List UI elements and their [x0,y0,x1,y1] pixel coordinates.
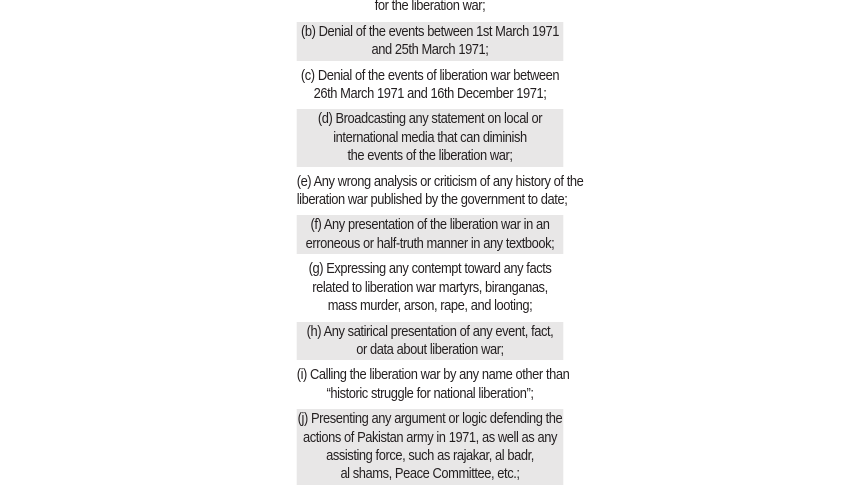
clause-line: (g) Expressing any contempt toward any facts [308,260,552,278]
clause-line: mass murder, arson, rape, and looting; [327,297,533,315]
clause-b [297,22,564,61]
clause-g [297,259,564,316]
clause-line: 26th March 1971 and 16th December 1971; [313,85,547,103]
clause-line: for the liberation war; [374,0,486,15]
clause-c [297,66,564,105]
clause-line: international media that can diminish [333,128,527,146]
clause-line: (j) Presenting any argument or logic defending the [297,410,563,428]
clause-h [297,322,564,361]
clause-line: or data about liberation war; [356,340,504,358]
clause-line: (i) Calling the liberation war by any name other than [296,366,570,384]
clause-line: related to liberation war martyrs, biranganas, [312,278,548,296]
clause-f [297,215,564,254]
clause-line: (e) Any wrong analysis or criticism of any history of the [296,172,584,190]
clause-line: erroneous or half-truth manner in any textbook; [305,234,555,252]
clause-line: and 25th March 1971; [371,41,489,59]
clause-e [296,172,584,211]
clause-line: (f) Any presentation of the liberation war in an [310,216,550,234]
clause-line: “historic struggle for national liberation”; [326,384,534,402]
clause-line: liberation war published by the government to date; [296,191,568,209]
clause-line: (h) Any satirical presentation of any event, fact, [306,322,554,340]
clause-line: actions of Pakistan army in 1971, as well as any [303,428,557,446]
clause-line: assisting force, such as rajakar, al badr, [326,446,534,464]
clause-list [275,0,585,490]
clause-j [297,409,564,485]
clause-i [296,365,570,404]
clause-line: al shams, Peace Committee, etc.; [340,465,520,483]
clause-d [297,109,564,166]
clause-line: (b) Denial of the events between 1st March 1971 [300,22,560,40]
clause-line: (d) Broadcasting any statement on local or [317,110,543,128]
clause-line: (c) Denial of the events of liberation war between [300,66,560,84]
clause-line: the events of the liberation war; [347,147,513,165]
clause-a [297,0,564,17]
